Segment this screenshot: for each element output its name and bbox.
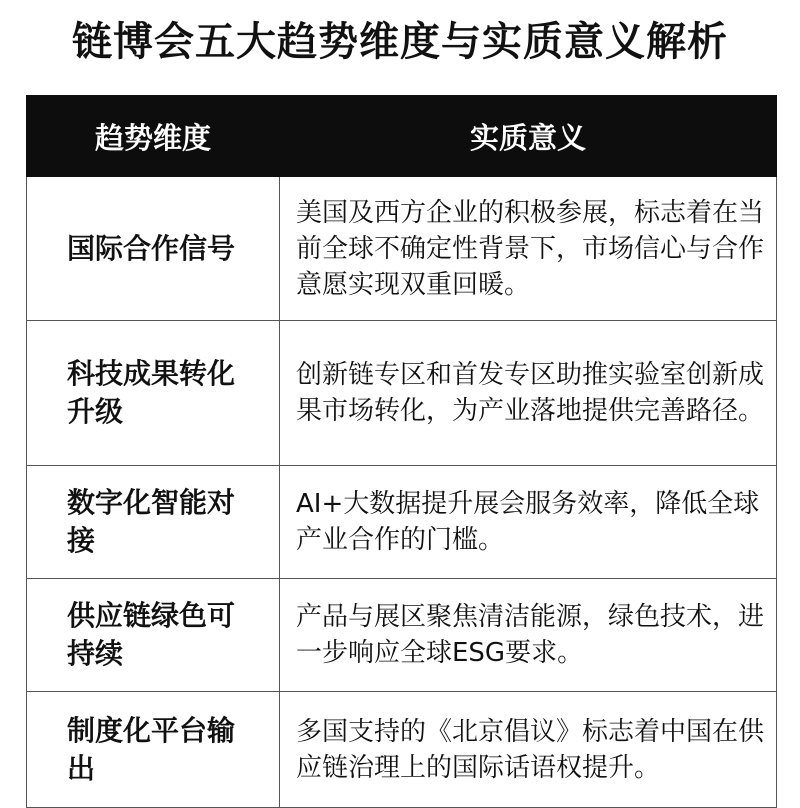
row-meaning: 产品与展区聚焦清洁能源，绿色技术，进一步响应全球ESG要求。	[280, 579, 777, 692]
row-dimension: 数字化智能对接	[27, 466, 280, 579]
row-dimension: 国际合作信号	[27, 177, 280, 321]
trend-table-container	[26, 95, 776, 808]
row-meaning: 创新链专区和首发专区助推实验室创新成果市场转化，为产业落地提供完善路径。	[280, 321, 777, 466]
table-header-row	[27, 96, 777, 177]
row-meaning: 美国及西方企业的积极参展，标志着在当前全球不确定性背景下，市场信心与合作意愿实现双重回暖。	[280, 177, 777, 321]
page-title: 链博会五大趋势维度与实质意义解析	[72, 19, 728, 65]
table-row	[27, 466, 777, 579]
table-row	[27, 579, 777, 692]
table-row	[27, 177, 777, 321]
row-meaning: AI+大数据提升展会服务效率，降低全球产业合作的门槛。	[280, 466, 777, 579]
row-dimension: 科技成果转化升级	[27, 321, 280, 466]
header-meaning: 实质意义	[280, 96, 777, 177]
table-row	[27, 692, 777, 808]
row-dimension: 制度化平台输出	[27, 692, 280, 808]
table-row	[27, 321, 777, 466]
row-meaning: 多国支持的《北京倡议》标志着中国在供应链治理上的国际话语权提升。	[280, 692, 777, 808]
row-dimension: 供应链绿色可持续	[27, 579, 280, 692]
trend-table	[26, 95, 777, 808]
header-dimension: 趋势维度	[27, 96, 280, 177]
